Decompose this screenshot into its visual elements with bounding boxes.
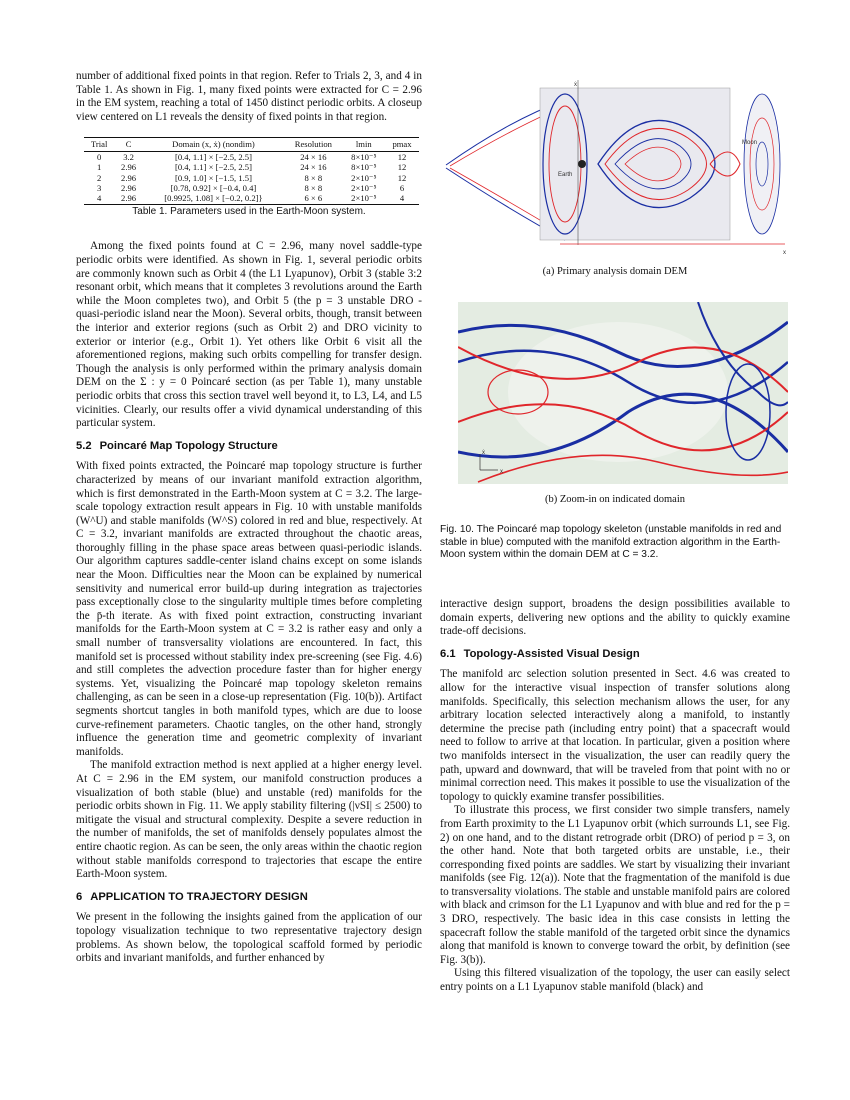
section-title: Poincaré Map Topology Structure bbox=[99, 439, 278, 452]
figure-10b-caption: (b) Zoom-in on indicated domain bbox=[545, 494, 685, 505]
table-cell: 6 × 6 bbox=[284, 193, 343, 204]
table-cell: 2 bbox=[97, 172, 102, 183]
section-number: 6 bbox=[76, 890, 83, 903]
table-row bbox=[84, 183, 419, 193]
table-cell: 6 bbox=[399, 183, 405, 193]
table-cell: [0.4, 1.1] × [−2.5, 2.5] bbox=[174, 162, 252, 173]
earth-label: Earth bbox=[558, 172, 573, 178]
table-cell: 2×10⁻⁵ bbox=[343, 193, 385, 204]
xdot-axis-label: ẋ bbox=[574, 82, 577, 88]
table-row bbox=[84, 173, 419, 183]
xdot-axis-label: ẋ bbox=[482, 450, 485, 456]
section-title: Topology-Assisted Visual Design bbox=[463, 647, 640, 660]
table-cell: 12 bbox=[397, 172, 407, 183]
left-column bbox=[76, 70, 422, 966]
paragraph-intro: number of additional fixed points in that region. Refer to Trials 2, 3, and 4 in Table 1. As shown in Fig. 1, many fixed points were extracted for C = 2.96 in the EM system, reaching a total of 1450 distinct periodic orbits. A closeup view centered on L1 reveals the density of fixed points in that region. bbox=[76, 70, 422, 123]
table-cell: 2×10⁻⁵ bbox=[351, 172, 377, 183]
figure-10a-plot bbox=[440, 80, 790, 260]
paragraph-fixed-points: Among the fixed points found at C = 2.96, many novel saddle-type periodic orbits were identified. As shown in Fig. 1, several periodic orbits are commonly known such as Orbit 4 (the L1 Lyapunov), Orbit 3 (stable 3:2 resonant orbit, which means that it completes 3 revolutions around the Earth while the Moon completes two), and Orbit 5 (the p = 3 unstable DRO - quasi-periodic island near the Moon). Several orbits, though, transit between the interior and exterior regions (such as Orbit 2) and DRO vicinity to exterior or interior (e.g., Orbit 1). Yet others like Orbit 6 visit all the aforementioned regions, making such orbits compelling for transfer design. Though the analysis is only performed within the primary analysis domain DEM on the Σ : y = 0 Poincaré section (as per Table 1), many unstable periodic orbits that cross this section travel well beyond it, to L3, L4, and L5 vicinities. Clearly, our results offer a vivid dynamical understanding of this particular system. bbox=[76, 240, 422, 430]
paragraph-application: We present in the following the insights gained from the application of our topology visualization technique to two representative trajectory design problems. As shown below, the topological scaffold formed by periodic orbits and invariant manifolds, and further enhanced by bbox=[76, 911, 422, 965]
header-lmin: lmin bbox=[343, 138, 385, 151]
table-cell: 2.96 bbox=[121, 183, 137, 193]
table-cell: 8 × 8 bbox=[304, 172, 323, 183]
earth-marker-icon bbox=[578, 160, 586, 168]
figure-10a-caption: (a) Primary analysis domain DEM bbox=[542, 266, 688, 277]
moon-label: Moon bbox=[742, 140, 758, 146]
table-row bbox=[84, 151, 419, 162]
table-cell: 3.2 bbox=[123, 151, 134, 162]
header-pmax: pmax bbox=[385, 138, 419, 151]
section-number: 5.2 bbox=[76, 439, 92, 452]
table-header-row bbox=[84, 138, 419, 151]
table-cell: 8×10⁻⁵ bbox=[351, 151, 377, 162]
paragraph-topology-a: With fixed points extracted, the Poincaré map topology structure is further characterized by means of our invariant manifold extraction algorithm, which is first demonstrated in the Earth-Moon system at C = 3.2. The large-scale topology extraction result appears in Fig. 10 with unstable manifolds (W^U) and stable manifolds (W^S) colored in red and blue, respectively. At C = 3.2, invariant manifolds are extracted throughout the chaotic areas, thoroughly filling in the phase space areas between quasi-periodic islands. Our algorithm captures saddle-center island chains except on some islands near the Moon. Difficulties near the Moon can be explained by numerical sensitivity and numerical error build-up during integration as trajectories pass exceptionally close to the singularity multiple times before completing the p̄-th iterate. As with fixed point extraction, constructing invariant manifolds for the Earth-Moon system at C = 3.2 is rather easy and only a small number of transversality violations are encountered. In fact, this manifold set is processed without stability index pre-screening (see Fig. 4.6) and still completes the advection procedure faster than for higher energy systems. Yet, visualizing the Poincaré map topology skeleton remains challenging, as can be seen in a close-up representation (Fig. 10(b)). Artifact segments shortcut tangles in both manifold types, which are due to loose curve-refinement parameters. Chaotic tangles, on the other hand, strongly influence the generation time and geometric complexity of invariant manifolds. bbox=[76, 460, 422, 758]
table-cell: [0.78, 0.92] × [−0.4, 0.4] bbox=[170, 183, 257, 193]
table-row bbox=[84, 193, 419, 204]
parameters-table bbox=[84, 137, 419, 204]
section-heading-6 bbox=[76, 891, 422, 905]
table-row bbox=[84, 162, 419, 172]
table-cell: 2.96 bbox=[121, 172, 137, 183]
table-cell: 0 bbox=[97, 151, 102, 162]
table-cell: [0.9, 1.0] × [−1.5, 1.5] bbox=[174, 172, 252, 183]
x-axis-label: x bbox=[783, 250, 786, 256]
paragraph-visual-design-c: Using this filtered visualization of the topology, the user can easily select entry points on a L1 Lyapunov stable manifold (black) and bbox=[440, 967, 790, 994]
table-cell: 8 × 8 bbox=[304, 183, 323, 193]
table-cell: 12 bbox=[397, 151, 407, 162]
table-cell: 2.96 bbox=[121, 162, 137, 173]
section-number: 6.1 bbox=[440, 647, 456, 660]
x-axis-label: x bbox=[500, 469, 503, 475]
figure-10b-plot bbox=[458, 302, 788, 484]
table-cell: [0.4, 1.1] × [−2.5, 2.5] bbox=[174, 151, 252, 162]
header-trial: Trial bbox=[84, 138, 114, 151]
table-cell: 2.96 bbox=[114, 193, 143, 204]
header-domain: Domain (x, ẋ) (nondim) bbox=[143, 138, 284, 151]
section-title: APPLICATION TO TRAJECTORY DESIGN bbox=[90, 890, 308, 903]
paragraph-visual-design-a: The manifold arc selection solution presented in Sect. 4.6 was created to allow for the interactive visual inspection of transfer solutions along manifolds. Specifically, this selection mechanism allows the user, for any arbitrary location selected interactively along a manifold, to instantly determine the precise path (including entry point) that a spacecraft would need to follow to arrive at that location. In particular, given a position where two manifolds intersect in the visualization, the user can readily query the path, upward and downward, that will be traveled from that point with no or minimal correction need. This makes it possible to use the visualization of the topology to quickly examine transfer possibilities. bbox=[440, 668, 790, 803]
table-cell: 24 × 16 bbox=[300, 162, 327, 173]
table-cell: 4 bbox=[84, 193, 114, 204]
header-c: C bbox=[114, 138, 143, 151]
figure-10-caption: Fig. 10. The Poincaré map topology skeleton (unstable manifolds in red and stable in blue) computed with the manifold extraction algorithm in the Earth-Moon system within the domain DEM at C = 3.2. bbox=[440, 524, 782, 561]
paragraph-topology-b: The manifold extraction method is next applied at a higher energy level. At C = 2.96 in the EM system, our manifold construction produces a visualization of both stable (blue) and unstable (red) manifolds for the periodic orbits shown in Fig. 11. We apply stability filtering (|νSI| ≤ 2500) to mitigate the visual and structural complexity. Despite a severe reduction in the number of manifolds, the set of manifolds densely populates almost the entire chaotic region. As can be seen, the only areas within the chaotic region without stable manifolds correspond to trajectories that escape the entire Earth-Moon system. bbox=[76, 759, 422, 881]
table-cell: 24 × 16 bbox=[300, 151, 327, 162]
table-cell: 12 bbox=[397, 162, 407, 173]
table-cell: 1 bbox=[97, 162, 102, 173]
right-column bbox=[440, 598, 790, 995]
table-caption: Table 1. Parameters used in the Earth-Moon system. bbox=[132, 205, 366, 217]
table-cell: 3 bbox=[97, 183, 102, 193]
section-heading-5-2 bbox=[76, 440, 422, 454]
header-resolution: Resolution bbox=[284, 138, 343, 151]
moon-inset-region bbox=[744, 94, 780, 234]
paragraph-visual-design-b: To illustrate this process, we first consider two simple transfers, namely from Earth proximity to the L1 Lyapunov orbit (which surrounds L1, see Fig. 2) on one hand, and to the distant retrograde orbit (DRO) of period p = 3, on the other hand. Note that both targeted orbits are unstable, i.e., their corresponding fixed points are saddles. We start by visualizing their invariant manifolds (see Fig. 12(a)). Note that the fragmentation of the manifold is due to transversality violations. The stable and unstable manifold pairs are colored with black and crimson for the L1 Lyapunov and with blue and red for the p = 3 DRO, respectively. The basic idea in this case consists in letting the spacecraft follow the stable manifold of the targeted orbit since the dynamics along that manifold is known to converge toward the orbit, by definition (see Fig. 3(b)). bbox=[440, 804, 790, 966]
table-cell: [0.9925, 1.08] × [−0.2, 0.2]} bbox=[143, 193, 284, 204]
paragraph-continued: interactive design support, broadens the design possibilities available to domain experts, delivering new options and the ability to quickly examine trade-off decisions. bbox=[440, 598, 790, 638]
quasi-periodic-island bbox=[508, 322, 728, 462]
section-heading-6-1 bbox=[440, 648, 790, 662]
primary-domain-region bbox=[540, 88, 730, 240]
table-cell: 2×10⁻⁵ bbox=[351, 183, 377, 193]
table-cell: 4 bbox=[385, 193, 419, 204]
table-cell: 8×10⁻⁵ bbox=[351, 162, 377, 173]
